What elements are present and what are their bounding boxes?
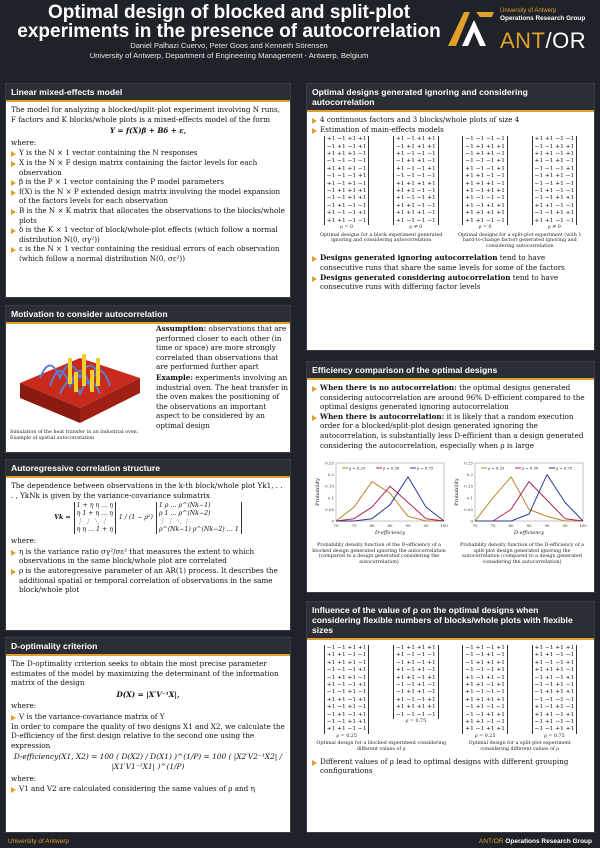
y-tick-label: 0.05 — [464, 507, 473, 513]
y-tick-label: 0.2 — [327, 472, 334, 478]
logo-text: University of Antwerp Operations Research Group — [500, 8, 586, 22]
y-tick-label: 0 — [331, 518, 334, 524]
matrix-row: +1 −1 +1 +1 — [465, 726, 505, 733]
rho-label: ρ = 0 — [478, 225, 492, 231]
matrix-row: +1 −1 −1 +1 — [396, 195, 436, 202]
series-line — [336, 482, 444, 521]
panel-flexible-sizes — [306, 601, 595, 833]
matrix-row: −1 −1 −1 −1 — [326, 158, 367, 165]
matrix-row: −1 −1 −1 +1 — [465, 158, 505, 165]
doptim-compare: In order to compare the quality of two designs X1 and X2, we calculate the D-efficiency of the first design relative to the second one using the expression — [11, 721, 285, 750]
antor-logo: ANT/OR — [500, 28, 587, 53]
x-tick-label: 100 — [440, 523, 448, 529]
matrix-row: −1 +1 +1 −1 — [326, 674, 367, 681]
panel-title: D-optimality criterion — [6, 638, 290, 656]
figure-caption: Optimal designs for a split-plot experiment (with 1 hard-to-change factor) generated ignoring and considering autocorrelation — [458, 232, 582, 249]
list-item: ρ is the autoregressive parameter of an AR(1) process. It describes the additional spatial or temporal correlation of observations in the same block/whole plot — [11, 566, 285, 595]
efficiency-chart-split-plot — [451, 453, 589, 543]
list-item: δ is the K × 1 vector of block/whole-plot effects (which follow a normal distribution N(0, σγ²)) — [11, 225, 285, 244]
y-axis-label: Probability — [315, 478, 321, 507]
panel-motivation — [5, 305, 291, 453]
x-tick-label: 85 — [526, 523, 532, 529]
matrix-row: −1 −1 −1 +1 — [326, 173, 367, 180]
design-matrix — [393, 645, 439, 719]
list-item: When there is autocorrelation: it is likely that a random execution order for a blocked/split-plot design generated ignoring the autocorrelation, is substantially less D-efficient than a design generated considering the autocorrelation, especially when ρ is large — [312, 412, 589, 450]
panel-autoregressive — [5, 459, 291, 631]
design-matrix — [462, 645, 508, 734]
matrix-lhs: Vk = — [54, 514, 71, 522]
where-label: where: — [11, 701, 37, 711]
matrix-row: +1 −1 −1 −1 — [465, 689, 505, 696]
list-item: β is the P × 1 vector containing the P model parameters — [11, 177, 285, 187]
matrix-row: +1 +1 −1 −1 — [465, 173, 505, 180]
matrix-row: −1 +1 −1 +1 — [465, 645, 505, 651]
matrix-row: −1 −1 +1 +1 — [465, 711, 505, 718]
y-tick-label: 0.25 — [325, 460, 334, 466]
y-tick-label: 0.15 — [464, 483, 473, 489]
matrix-row: −1 +1 +1 +1 — [326, 188, 367, 195]
matrix-row: +1 +1 −1 +1 — [465, 682, 505, 689]
legend-label: ρ = 0.25 — [488, 465, 505, 471]
matrix-row: +1 −1 −1 +1 — [326, 682, 367, 689]
chart-caption: Probability density function of the D-efficiency of a blocked design generated ignoring the autocorrelation (compared to a design generated considering the autocorrelation) — [312, 543, 446, 565]
lmm-intro: The model for analyzing a blocked/split-plot experiment involving N runs, F factors and K blocks/whole plots is a mixed-effects model of the form — [11, 105, 280, 124]
matrix-row: −1 +1 +1 −1 — [396, 158, 436, 165]
panel-title: Optimal designs generated ignoring and considering autocorrelation — [307, 84, 594, 112]
matrix-row: +1 −1 +1 −1 — [396, 667, 436, 674]
matrix-row: −1 −1 −1 +1 — [326, 667, 367, 674]
matrix-row: +1 +1 −1 +1 — [534, 151, 575, 157]
matrix-row: +1 +1 +1 −1 — [534, 667, 575, 674]
rho-label: ρ ≠ 0 — [547, 225, 561, 231]
autoreg-list — [11, 547, 285, 595]
design-matrix — [462, 136, 508, 225]
matrix-row: +1 −1 +1 +1 — [326, 136, 367, 143]
matrix-row: −1 −1 +1 −1 — [465, 652, 505, 659]
figure-caption: Optimal design for a blocked experiment considering different values of ρ — [316, 741, 447, 753]
matrix-row: −1 −1 −1 +1 — [465, 667, 505, 674]
matrix-row: +1 +1 −1 −1 — [534, 136, 575, 143]
y-tick-label: 0.2 — [466, 472, 473, 478]
list-item: ε is the N × 1 vector containing the residual errors of each observation (which follow a normal distribution N(0, σε²)) — [11, 244, 285, 263]
matrix-row: +1 −1 +1 +1 — [396, 136, 436, 143]
matrix-row: +1 −1 +1 −1 — [465, 674, 505, 681]
matrix-row: −1 −1 −1 +1 — [534, 165, 575, 172]
legend-label: ρ = 0.50 — [522, 465, 539, 471]
matrix-row: −1 −1 −1 −1 — [396, 711, 436, 718]
matrix-row: +1 +1 −1 −1 — [326, 652, 367, 659]
list-item: f(X) is the N × P extended design matrix involving the model expansion of the factors levels for each observation — [11, 187, 285, 206]
matrix-row: +1 −1 +1 +1 — [465, 188, 505, 195]
matrix-row: −1 −1 −1 −1 — [465, 136, 505, 143]
matrix-row: −1 +1 −1 −1 — [465, 704, 505, 711]
d-criterion-equation: D(X) = |X′V⁻¹X|, — [116, 689, 180, 699]
series-line — [475, 482, 583, 521]
matrix-row: −1 −1 +1 +1 — [326, 195, 367, 202]
matrix-row: −1 −1 +1 +1 — [534, 726, 575, 733]
autoreg-intro: The dependence between observations in the k-th block/whole plot Yk1, . . . , YkNk is given by the variance-covariance submatrix — [11, 481, 283, 500]
matrix-row: −1 −1 +1 +1 — [534, 143, 575, 150]
oven-heat-map-icon — [10, 328, 150, 428]
list-item: Designs generated considering autocorrelation tend to have consecutive runs with differing factor levels — [312, 273, 589, 292]
list-item: V1 and V2 are calculated considering the same values of ρ and η — [11, 784, 285, 794]
matrix-row: −1 +1 −1 −1 — [534, 719, 575, 726]
matrix-coefficient: 1 / (1 − ρ²) — [118, 514, 153, 522]
x-tick-label: 90 — [544, 523, 550, 529]
rho-label: ρ = 0.25 — [336, 733, 357, 739]
matrix-row: −1 +1 +1 −1 — [396, 689, 436, 696]
legend-label: ρ = 0.75 — [556, 465, 573, 471]
list-item: X is the N × F design matrix containing the factor levels for each observation — [11, 158, 285, 177]
design-matrix — [393, 136, 439, 225]
matrix-row: +1 −1 −1 +1 — [396, 696, 436, 703]
design-matrices — [312, 645, 589, 739]
matrix-row: −1 +1 −1 −1 — [534, 188, 575, 195]
matrix-row: +1 +1 −1 +1 — [534, 711, 575, 718]
matrix-row: +1 −1 +1 +1 — [534, 645, 575, 651]
panel-title: Motivation to consider autocorrelation — [6, 306, 290, 324]
y-tick-label: 0.1 — [466, 495, 473, 501]
list-item: When there is no autocorrelation: the optimal designs generated considering autocorrelation are around 96% D-efficient compared to the optimal designs generated ignoring autocorrelation — [312, 383, 589, 412]
y-tick-label: 0.05 — [325, 507, 334, 513]
matrix-row: +1 +1 +1 +1 — [396, 180, 436, 187]
list-item: B is the N × K matrix that allocates the observations to the blocks/whole plots — [11, 206, 285, 225]
matrix-row: −1 +1 +1 +1 — [396, 645, 436, 651]
list-item: Different values of ρ lead to optimal designs with different grouping configurations — [312, 757, 589, 776]
matrix-row: +1 −1 −1 −1 — [396, 151, 436, 157]
example-text: experiments involving an industrial oven. The heat transfer in the oven makes the positioning of the observations an important aspect to be considered by an optimal design — [156, 372, 288, 430]
motivation-caption: Simulation of the heat transfer in an industrial oven. Example of spatial autocorrelation — [10, 430, 139, 441]
x-tick-label: 75 — [351, 523, 357, 529]
matrix-row: +1 −1 +1 −1 — [534, 158, 575, 165]
design-matrix — [532, 645, 578, 734]
x-tick-label: 80 — [369, 523, 375, 529]
footer-left: University of Antwerp — [8, 838, 70, 845]
poster-title: Optimal design of blocked and split-plot experiments in the presence of autocorrelation — [17, 2, 441, 42]
matrix-row: −1 −1 +1 −1 — [326, 689, 367, 696]
matrix-row: +1 −1 −1 +1 — [326, 210, 367, 217]
legend-label: ρ = 0.25 — [349, 465, 366, 471]
matrix-row: +1 −1 +1 +1 — [465, 202, 505, 209]
matrix-row: −1 +1 −1 +1 — [326, 711, 367, 718]
design-matrices — [312, 136, 589, 230]
x-tick-label: 85 — [387, 523, 393, 529]
matrix-row: +1 +1 −1 −1 — [465, 719, 505, 726]
legend-label: ρ = 0.75 — [417, 465, 434, 471]
x-axis-label: D-efficiency — [513, 530, 545, 537]
matrix-row: +1 −1 −1 −1 — [396, 217, 436, 224]
matrix-row: +1 +1 +1 +1 — [465, 696, 505, 703]
matrix-row: +1 +1 +1 −1 — [326, 659, 367, 666]
rho-label: ρ ≠ 0 — [409, 225, 423, 231]
matrix-row: −1 −1 −1 −1 — [396, 173, 436, 180]
list-item: Designs generated ignoring autocorrelation tend to have consecutive runs that share the same levels for some of the factors — [312, 253, 589, 272]
panel-title: Autoregressive correlation structure — [6, 460, 290, 478]
matrix-row: +1 −1 +1 −1 — [534, 704, 575, 711]
where-label: where: — [11, 137, 37, 147]
matrix-row: +1 +1 −1 −1 — [326, 726, 367, 733]
design-matrix — [324, 645, 370, 734]
matrix-row: +1 +1 +1 −1 — [326, 151, 367, 157]
matrix-row: −1 +1 −1 +1 — [534, 674, 575, 681]
assumption-label: Assumption: — [156, 324, 207, 333]
rho-label: ρ = 0.75 — [405, 719, 427, 725]
list-item: Y is the N × 1 vector containing the N responses — [11, 148, 285, 158]
matrix-row: +1 −1 +1 −1 — [326, 704, 367, 711]
list-item: 4 continuous factors and 3 blocks/whole plots of size 4 — [312, 115, 589, 125]
poster-header — [0, 0, 600, 70]
matrix-row: −1 −1 +1 +1 — [326, 719, 367, 726]
x-tick-label: 95 — [562, 523, 568, 529]
lmm-list — [11, 148, 285, 263]
series-line — [336, 486, 444, 521]
matrix-row: +1 +1 −1 −1 — [396, 202, 436, 209]
x-tick-label: 90 — [405, 523, 411, 529]
y-tick-label: 0 — [470, 518, 473, 524]
x-tick-label: 70 — [472, 523, 478, 529]
matrix-row: −1 +1 +1 −1 — [465, 151, 505, 157]
example-label: Example: — [156, 372, 194, 382]
series-line — [336, 477, 444, 521]
rho-label: ρ = 0.75 — [544, 733, 565, 739]
chart-caption: Probability density function of the D-efficiency of a split-plot design generated ignoring the autocorrelation (compared to a design generated considering the autocorrelation) — [460, 543, 584, 565]
matrix-row: +1 +1 −1 −1 — [396, 188, 436, 195]
matrix-row: −1 +1 +1 +1 — [465, 143, 505, 150]
where-label: where: — [11, 536, 37, 546]
list-item: η is the variance ratio σγ²/σε² that measures the extent to which observations in the same block/whole plot are correlated — [11, 547, 285, 566]
assumption-text: observations that are performed closer to each other (in time or space) are more strongly correlated than observations that are performed further apart — [156, 324, 287, 372]
authors: Daniel Palhazi Cuervo, Peter Goos and Kenneth Sörensen University of Antwerp, Department of Engineering Management - Antwerp, Belgium — [89, 41, 369, 60]
matrix-row: +1 +1 −1 −1 — [326, 217, 367, 224]
footer — [0, 836, 600, 848]
matrix-row: +1 +1 +1 −1 — [465, 180, 505, 187]
where-label: where: — [11, 773, 37, 783]
x-axis-label: D-efficiency — [374, 530, 406, 537]
matrix-row: +1 −1 −1 +1 — [396, 165, 436, 172]
matrix-row: +1 −1 −1 −1 — [396, 652, 436, 659]
matrix-row: +1 +1 −1 −1 — [465, 217, 505, 224]
y-tick-label: 0.15 — [325, 483, 334, 489]
panel-title: Influence of the value of ρ on the optimal designs when considering flexible numbers of blocks/whole plots with flexible sizes — [307, 602, 594, 640]
lmm-equation: Y = f(X)β + Bδ + ε, — [109, 126, 187, 136]
list-item: Estimation of main-effects models — [312, 125, 589, 135]
x-tick-label: 70 — [333, 523, 339, 529]
plot-frame — [475, 463, 583, 521]
y-axis-label: Probability — [454, 478, 460, 507]
design-matrix — [532, 136, 578, 225]
panel-optimal-designs — [306, 83, 595, 351]
matrix-row: +1 +1 +1 +1 — [396, 704, 436, 711]
matrix-row: +1 −1 −1 +1 — [534, 659, 575, 666]
legend-label: ρ = 0.50 — [383, 465, 400, 471]
matrix-row: −1 −1 +1 +1 — [534, 210, 575, 217]
matrix-row: −1 +1 +1 +1 — [534, 689, 575, 696]
efficiency-chart-blocked — [312, 453, 450, 543]
plot-frame — [336, 463, 444, 521]
matrix-row: +1 +1 +1 +1 — [465, 210, 505, 217]
matrix-row: +1 +1 −1 −1 — [534, 217, 575, 224]
matrix-row: +1 +1 +1 −1 — [396, 210, 436, 217]
doptim-intro: The D-optimality criterion seeks to obtain the most precise parameter estimates of the model by maximizing the determinant of the information matrix of the design — [11, 659, 279, 688]
footer-right: ANT/OR Operations Research Group — [478, 838, 592, 845]
y-tick-label: 0.25 — [464, 460, 473, 466]
y-tick-label: 0.1 — [327, 495, 334, 501]
matrix-row: −1 −1 +1 +1 — [326, 645, 367, 651]
matrix-eta: 1 + η η … η η 1 + η … η ⋮ ⋮ ⋱ ⋮ η η … 1 + η — [74, 502, 116, 534]
matrix-row: +1 −1 +1 −1 — [326, 180, 367, 187]
x-tick-label: 95 — [423, 523, 429, 529]
matrix-row: −1 −1 +1 +1 — [534, 195, 575, 202]
d-efficiency-equation: D-efficiency(X1, X2) = 100 ( D(X2) / D(X1) )^(1/P) = 100 ( |X2′V2⁻¹X2| / |X1′V1⁻¹X1| )^(1/P) — [13, 752, 283, 771]
panel-efficiency — [306, 361, 595, 593]
design-matrix — [324, 136, 370, 225]
matrix-row: −1 +1 −1 +1 — [396, 659, 436, 666]
panel-title: Linear mixed-effects model — [6, 84, 290, 102]
matrix-rho: 1 ρ … ρ^(Nk−1) ρ 1 … ρ^(Nk−2) ⋮ ⋮ ⋱ ⋮ ρ^(Nk−1) ρ^(Nk−2) … 1 — [156, 502, 242, 534]
panel-d-optimality — [5, 637, 291, 833]
figure-caption: Optimal designs for a block experiment generated ignoring and considering autocorrelation — [320, 232, 443, 244]
x-tick-label: 100 — [579, 523, 587, 529]
matrix-row: −1 −1 +1 −1 — [534, 682, 575, 689]
x-tick-label: 75 — [490, 523, 496, 529]
matrix-row: −1 +1 −1 −1 — [326, 202, 367, 209]
matrix-row: −1 −1 −1 −1 — [534, 696, 575, 703]
matrix-row: −1 +1 +1 −1 — [534, 173, 575, 180]
rho-label: ρ = 0.25 — [474, 733, 496, 739]
matrix-row: −1 −1 +1 −1 — [534, 180, 575, 187]
matrix-row: +1 +1 −1 −1 — [534, 202, 575, 209]
matrix-row: +1 +1 +1 −1 — [326, 165, 367, 172]
matrix-row: −1 +1 +1 +1 — [465, 659, 505, 666]
matrix-row: +1 −1 −1 −1 — [465, 195, 505, 202]
figure-caption: Optimal design for a split-plot experiment considering different values of ρ — [468, 741, 571, 753]
x-tick-label: 80 — [508, 523, 514, 529]
matrix-row: +1 +1 −1 +1 — [326, 696, 367, 703]
matrix-row: −1 +1 −1 +1 — [326, 143, 367, 150]
list-item: V is the variance-covariance matrix of Y — [11, 712, 285, 722]
matrix-row: −1 −1 +1 −1 — [396, 682, 436, 689]
university-logo-icon — [446, 6, 496, 50]
matrix-row: +1 +1 −1 +1 — [396, 674, 436, 681]
rho-label: ρ = 0 — [340, 225, 354, 231]
matrix-row: +1 +1 −1 −1 — [534, 652, 575, 659]
matrix-row: +1 −1 −1 +1 — [465, 165, 505, 172]
panel-linear-model — [5, 83, 291, 298]
matrix-row: −1 +1 +1 +1 — [396, 143, 436, 150]
panel-title: Efficiency comparison of the optimal designs — [307, 362, 594, 380]
